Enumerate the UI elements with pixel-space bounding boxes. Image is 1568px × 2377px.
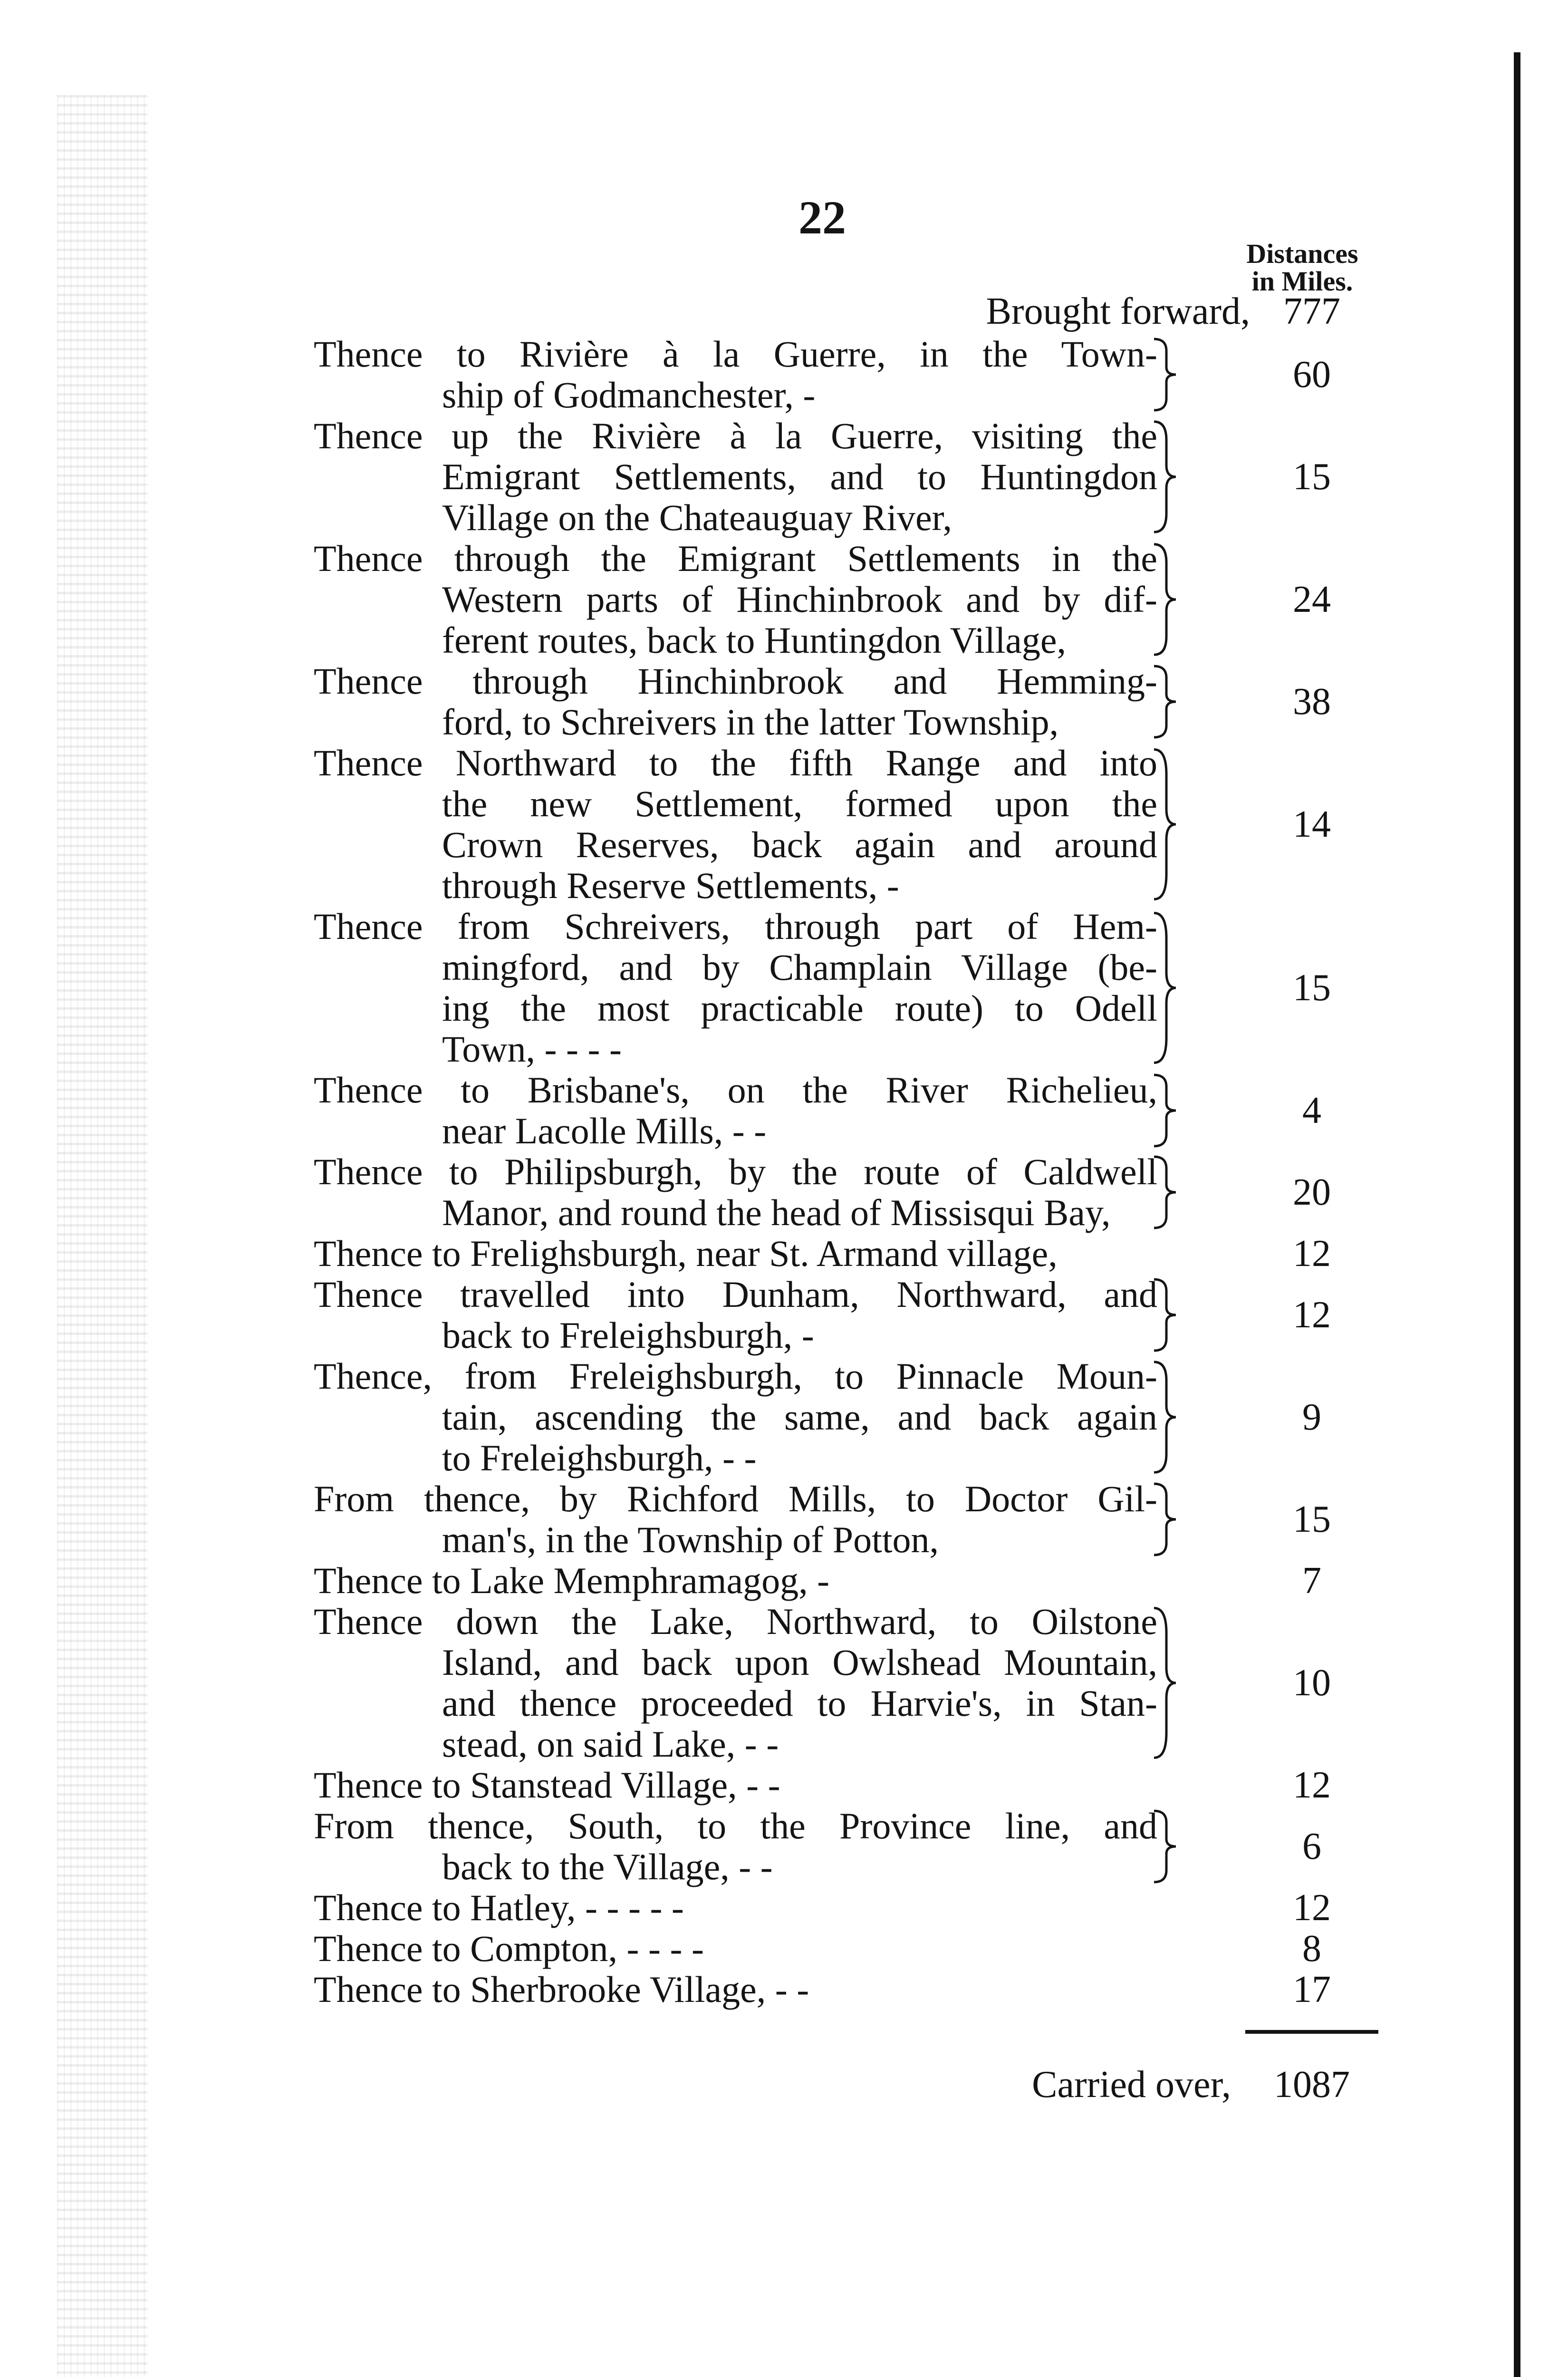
- entry-text-line: man's, in the Township of Potton,: [442, 1519, 939, 1560]
- entry-text-line: and thence proceeded to Harvie's, in Stan-: [442, 1682, 1157, 1724]
- itinerary-entry: [0, 1560, 1568, 1601]
- itinerary-entry: [0, 334, 1568, 415]
- entry-text-line: Island, and back upon Owlshead Mountain,: [442, 1642, 1157, 1683]
- column-heading-line: Distances: [1246, 238, 1358, 269]
- entry-text-line: From thence, by Richford Mills, to Doctor Gil-: [314, 1478, 1157, 1519]
- entry-text-line: Thence to Frelighsburgh, near St. Armand village,: [314, 1233, 1058, 1274]
- entry-text-line: back to the Village, - -: [442, 1846, 773, 1887]
- itinerary-entry: [0, 1887, 1568, 1928]
- entry-text-line: Thence through Hinchinbrook and Hemming-: [314, 660, 1157, 702]
- brought-forward-value: 777: [1283, 290, 1340, 332]
- entry-text-line: back to Freleighsburgh, -: [442, 1314, 814, 1356]
- itinerary-entry: [0, 1151, 1568, 1233]
- itinerary-entry: [0, 1969, 1568, 2010]
- brace-icon: [1150, 1360, 1179, 1475]
- distance-value: 15: [1293, 456, 1331, 498]
- brace-icon: [1150, 1482, 1179, 1556]
- distance-value: 12: [1293, 1764, 1331, 1806]
- brace-icon: [1150, 1278, 1179, 1352]
- entry-text-line: Thence to Lake Memphramagog, -: [314, 1560, 830, 1601]
- entry-text-line: Town, - - - -: [442, 1028, 622, 1070]
- itinerary-entry: [0, 1070, 1568, 1151]
- brace-icon: [1150, 338, 1179, 412]
- entry-text-line: near Lacolle Mills, - -: [442, 1110, 767, 1151]
- itinerary-entry: [0, 743, 1568, 906]
- brace-icon: [1150, 665, 1179, 739]
- column-heading-line: in Miles.: [1251, 266, 1353, 297]
- entry-text-line: Thence to Compton, - - - -: [314, 1928, 704, 1969]
- itinerary-entry: [0, 1928, 1568, 1969]
- itinerary-entry: [0, 1478, 1568, 1560]
- sum-rule: [1245, 2030, 1378, 2034]
- distance-value: 15: [1293, 1498, 1331, 1540]
- entry-text-line: Thence through the Emigrant Settlements in the: [314, 538, 1157, 579]
- itinerary-entry: [0, 1274, 1568, 1356]
- entry-text-line: the new Settlement, formed upon the: [442, 783, 1157, 824]
- entry-text-line: through Reserve Settlements, -: [442, 865, 899, 906]
- carried-over-label: Carried over,: [1032, 2064, 1231, 2106]
- distance-value: 4: [1302, 1090, 1321, 1131]
- itinerary-entry: [0, 538, 1568, 661]
- distance-value: 6: [1302, 1826, 1321, 1867]
- carried-over-value: 1087: [1274, 2064, 1350, 2106]
- entry-text-line: Thence travelled into Dunham, Northward, and: [314, 1274, 1157, 1315]
- itinerary-entry: [0, 1765, 1568, 1806]
- entry-text-line: From thence, South, to the Province line, and: [314, 1805, 1157, 1846]
- entry-text-line: Thence to Stanstead Village, - -: [314, 1764, 780, 1806]
- brace-icon: [1150, 419, 1179, 534]
- entry-text-line: to Freleighsburgh, - -: [442, 1437, 757, 1478]
- distance-value: 20: [1293, 1171, 1331, 1213]
- distance-value: 12: [1293, 1294, 1331, 1336]
- itinerary-entry: [0, 661, 1568, 743]
- brace-icon: [1150, 542, 1179, 657]
- distance-value: 7: [1302, 1560, 1321, 1602]
- entry-text-line: Thence to Rivière à la Guerre, in the Town-: [314, 333, 1157, 375]
- entry-text-line: Thence, from Freleighsburgh, to Pinnacle Moun-: [314, 1355, 1157, 1397]
- distance-value: 38: [1293, 681, 1331, 723]
- entry-text-line: Thence from Schreivers, through part of Hem-: [314, 906, 1157, 947]
- entry-text-line: ferent routes, back to Huntingdon Village,: [442, 619, 1067, 661]
- itinerary-entry: [0, 1233, 1568, 1274]
- brought-forward-label: Brought forward,: [986, 290, 1250, 332]
- distance-value: 9: [1302, 1396, 1321, 1438]
- brace-icon: [1150, 1605, 1179, 1761]
- entry-text-line: tain, ascending the same, and back again: [442, 1396, 1157, 1438]
- page-number: 22: [798, 191, 846, 244]
- brace-icon: [1150, 910, 1179, 1066]
- distance-value: 60: [1293, 354, 1331, 396]
- entry-text-line: ford, to Schreivers in the latter Township,: [442, 701, 1059, 743]
- itinerary-entry: [0, 906, 1568, 1070]
- brace-icon: [1150, 746, 1179, 902]
- entry-text-line: Thence Northward to the fifth Range and into: [314, 742, 1157, 783]
- distance-value: 12: [1293, 1887, 1331, 1929]
- entry-text-line: Emigrant Settlements, and to Huntingdon: [442, 456, 1157, 497]
- distance-value: 15: [1293, 967, 1331, 1009]
- entry-text-line: Thence to Sherbrooke Village, - -: [314, 1969, 809, 2010]
- entry-text-line: Thence to Brisbane's, on the River Richelieu,: [314, 1069, 1157, 1111]
- brace-icon: [1150, 1155, 1179, 1229]
- itinerary-entry: [0, 1601, 1568, 1765]
- itinerary-entry: [0, 1806, 1568, 1887]
- distance-value: 24: [1293, 579, 1331, 620]
- distance-value: 8: [1302, 1928, 1321, 1970]
- distance-value: 10: [1293, 1662, 1331, 1704]
- itinerary-entry: [0, 1356, 1568, 1478]
- entry-text-line: Crown Reserves, back again and around: [442, 824, 1157, 865]
- column-heading: [1217, 240, 1388, 295]
- entry-text-line: Manor, and round the head of Missisqui Bay,: [442, 1192, 1111, 1233]
- entry-text-line: Thence up the Rivière à la Guerre, visiting the: [314, 415, 1157, 456]
- entry-text-line: Thence to Hatley, - - - - -: [314, 1887, 684, 1928]
- brace-icon: [1150, 1809, 1179, 1884]
- entry-text-line: mingford, and by Champlain Village (be-: [442, 947, 1157, 988]
- distance-value: 17: [1293, 1969, 1331, 2010]
- distance-value: 12: [1293, 1233, 1331, 1275]
- entry-text-line: Village on the Chateauguay River,: [442, 497, 952, 538]
- entry-text-line: Thence down the Lake, Northward, to Oilstone: [314, 1601, 1157, 1642]
- itinerary-entry: [0, 415, 1568, 538]
- entry-text-line: ing the most practicable route) to Odell: [442, 987, 1157, 1029]
- entry-text-line: Western parts of Hinchinbrook and by dif-: [442, 579, 1157, 620]
- entry-text-line: stead, on said Lake, - -: [442, 1723, 779, 1765]
- entry-text-line: Thence to Philipsburgh, by the route of Caldwell: [314, 1151, 1157, 1192]
- distance-value: 14: [1293, 803, 1331, 845]
- brace-icon: [1150, 1073, 1179, 1148]
- entry-text-line: ship of Godmanchester, -: [442, 374, 816, 415]
